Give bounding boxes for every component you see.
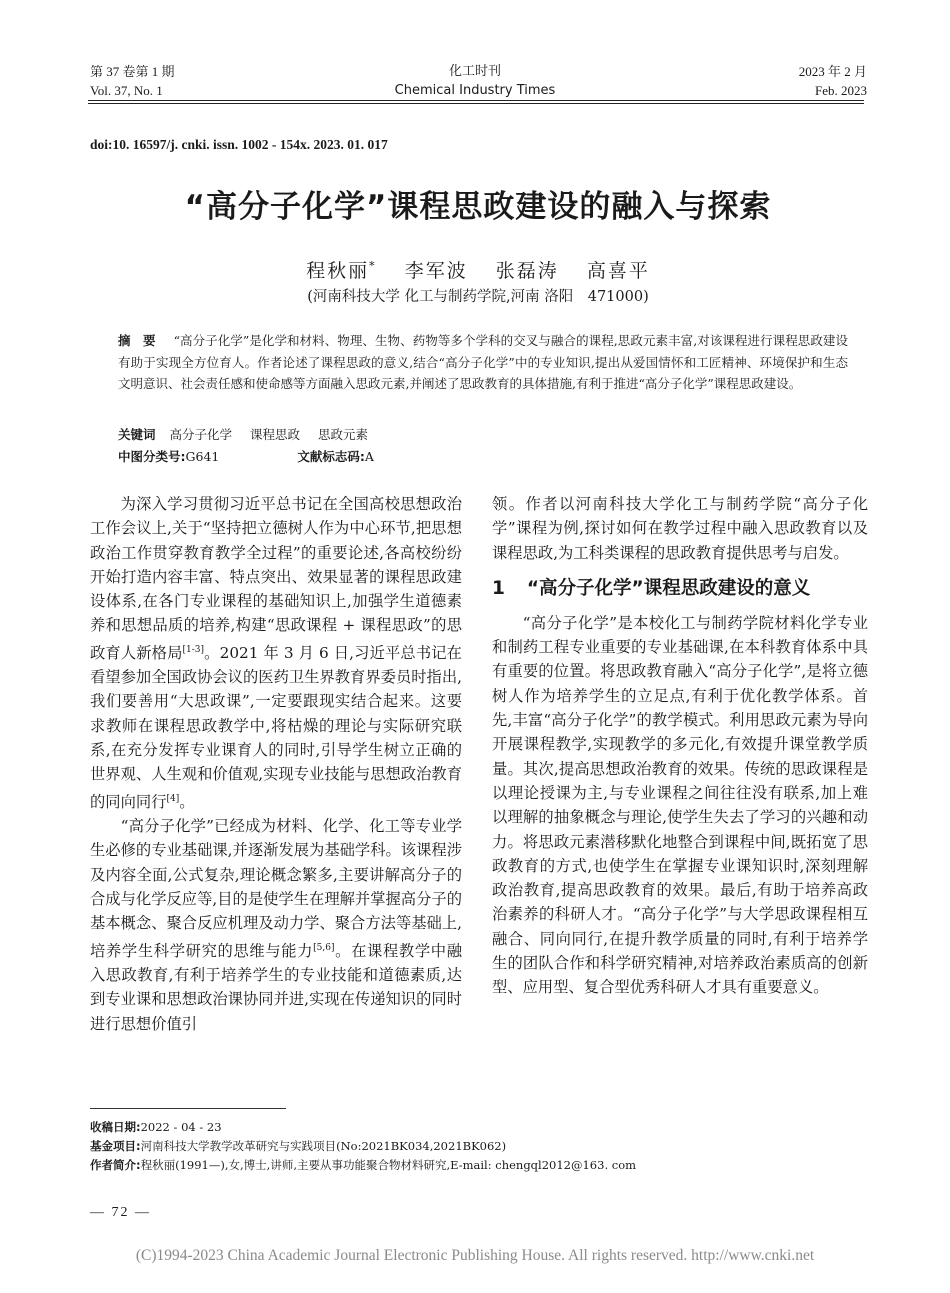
doc-code-value: A <box>364 449 374 464</box>
copyright-notice: (C)1994-2023 China Academic Journal Electronic Publishing House. All rights reserved. http://www.cnki.net <box>135 1247 815 1264</box>
paragraph: “高分子化学”已经成为材料、化学、化工等专业学生必修的专业基础课,并逐渐发展为基础学科。该课程涉及内容全面,公式复杂,理论概念繁多,主要讲解高分子的合成与化学反应等,目的是使学生在理解并掌握高分子的基本概念、聚合反应机理及动力学、聚合方法等基础上,培养学生科学研究的思维与能力[5,6]。在课程教学中融入思政教育,有利于培养学生的专业技能和道德素质,达到专业课和思想政治课协同并进,实现在传递知识的同时进行思想价值引 <box>90 817 462 1033</box>
author-list <box>90 253 866 285</box>
keyword: 高分子化学 <box>169 427 233 442</box>
page-number: — 72 — <box>90 1205 151 1220</box>
keywords <box>118 425 382 445</box>
classification-line <box>118 447 374 467</box>
received-label: 收稿日期: <box>90 1120 141 1134</box>
paragraph: 为深入学习贯彻习近平总书记在全国高校思想政治工作会议上,关于“坚持把立德树人作为中心环节,把思想政治工作贯穿教育教学全过程”的重要论述,各高校纷纷开始打造内容丰富、特点突出、效果显著的课程思政建设体系,在各门专业课程的基础知识上,加强学生道德素养和思想品质的培养,构建“思政课程 + 课程思政”的思政育人新格局[1-3]。2021 年 3 月 6 日,习近平总书记在看望参加全国政协会议的医药卫生界教育界委员时指出,我们要善用“大思政课”,一定要跟现实结合起来。这要求教师在课程思政教学中,将枯燥的理论与实际研究联系,在充分发挥专业课育人的同时,引导学生树立正确的世界观、人生观和价值观,实现专业技能与思想政治教育的同向同行[4]。 <box>90 495 462 811</box>
fund-label: 基金项目: <box>90 1139 141 1153</box>
abstract-label: 摘 要 <box>118 333 160 348</box>
section-heading <box>492 575 868 603</box>
clc-label: 中图分类号: <box>118 449 186 464</box>
body-column-right <box>492 492 868 1000</box>
author-bio-label: 作者简介: <box>90 1158 141 1172</box>
running-header-right <box>799 62 867 100</box>
author-bio: 程秋丽(1991—),女,博士,讲师,主要从事功能聚合物材料研究,E-mail: chengql2012@163. com <box>140 1158 637 1172</box>
doi: doi:10. 16597/j. cnki. issn. 1002 - 154x. 2023. 01. 017 <box>90 137 388 152</box>
abstract-text: “高分子化学”是化学和材料、物理、生物、药物等多个学科的交叉与融合的课程,思政元素丰富,对该课程进行课程思政建设有助于实现全方位育人。作者论述了课程思政的意义,结合“高分子化学”中的专业知识,提出从爱国情怀和工匠精神、环境保护和生态文明意识、社会责任感和使命感等方面融入思政元素,并阐述了思政教育的具体措施,有利于推进“高分子化学”课程思政建设。 <box>118 333 848 391</box>
section-title: “高分子化学”课程思政建设的意义 <box>526 577 811 599</box>
citation[interactable]: [5,6] <box>313 942 335 953</box>
citation[interactable]: [4] <box>166 793 180 804</box>
header-rule-bottom <box>88 103 864 104</box>
body-column-left <box>90 492 462 1036</box>
issue-date-cn: 2023 年 2 月 <box>798 64 867 79</box>
header-rule-top <box>88 100 864 101</box>
doc-code-label: 文献标志码: <box>297 449 365 464</box>
fund-info: 河南科技大学教学改革研究与实践项目(No:2021BK034,2021BK062) <box>140 1139 507 1153</box>
article-title: “高分子化学”课程思政建设的融入与探索 <box>184 189 772 225</box>
running-header-left <box>90 62 175 100</box>
keyword: 思政元素 <box>318 427 369 442</box>
abstract <box>118 330 848 395</box>
journal-name-en: Chemical Industry Times <box>394 83 556 98</box>
clc-value: G641 <box>185 449 220 464</box>
volume-issue-cn: 第 37 卷第 1 期 <box>90 64 175 79</box>
affiliation: (河南科技大学 化工与制药学院,河南 洛阳 471000) <box>307 289 649 305</box>
author: 程秋丽* <box>306 260 377 283</box>
running-header-journal <box>330 62 620 100</box>
section-number: 1 <box>492 577 505 599</box>
footnote-rule <box>90 1108 286 1109</box>
author: 高喜平 <box>586 260 650 283</box>
received-date: 2022 - 04 - 23 <box>140 1120 222 1134</box>
issue-date-en: Feb. 2023 <box>815 83 867 98</box>
volume-issue-en: Vol. 37, No. 1 <box>90 83 163 98</box>
footnotes <box>90 1118 636 1175</box>
author: 张磊涛 <box>495 260 559 283</box>
paragraph-continuation: 领。作者以河南科技大学化工与制药学院“高分子化学”课程为例,探讨如何在教学过程中融入思政教育以及课程思政,为工科类课程的思政教育提供思考与启发。 <box>492 495 868 562</box>
keywords-label: 关键词 <box>118 427 156 442</box>
paragraph: “高分子化学”是本校化工与制药学院材料化学专业和制药工程专业重要的专业基础课,在本科教育体系中具有重要的位置。将思政教育融入“高分子化学”,是将立德树人作为培养学生的立足点,有利于优化教学体系。首先,丰富“高分子化学”的教学模式。利用思政元素为导向开展课程教学,实现教学的多元化,有效提升课堂教学质量。其次,提高思想政治教育的效果。传统的思政课程是以理论授课为主,与专业课程之间往往没有联系,加上难以理解的抽象概念与理论,使学生失去了学习的兴趣和动力。将思政元素潜移默化地整合到课程中间,既拓宽了思政教育的方式,也使学生在掌握专业课知识时,深刻理解政治教育,提高思政教育的效果。最后,有助于培养高政治素养的科研人才。“高分子化学”与大学思政课程相互融合、同向同行,在提升教学质量的同时,有利于培养学生的团队合作和科学研究精神,对培养政治素质高的创新型、应用型、复合型优秀科研人才具有重要意义。 <box>492 613 868 997</box>
keyword: 课程思政 <box>250 427 301 442</box>
journal-name-cn: 化工时刊 <box>448 64 501 79</box>
author: 李军波 <box>404 260 468 283</box>
citation[interactable]: [1-3] <box>182 644 205 655</box>
